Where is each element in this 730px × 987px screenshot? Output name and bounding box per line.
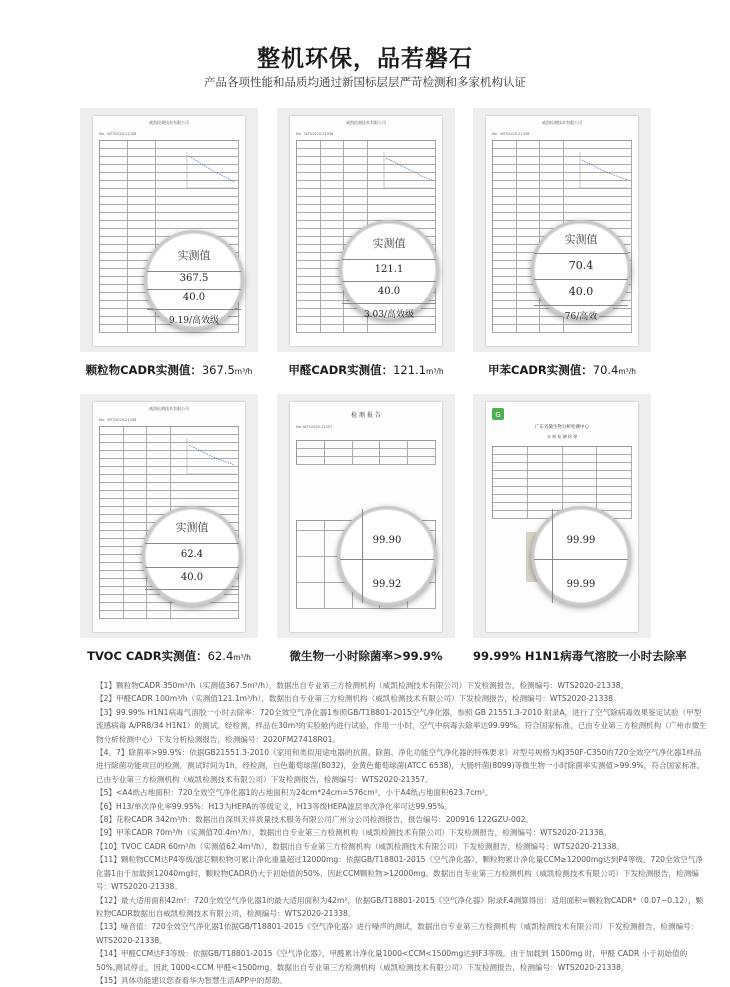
footnote: 【13】噪音值：720全效空气净化器1依据GB/T18801-2015《空气净化器》进行噪声的测试，数据出自专业第三方检测机构（威凯检测技术有限公司）下发检测报告，检测编号：WTS2020-21338。 [96,922,699,945]
caption-label: 微生物一小时除菌率>99.9% [289,649,443,663]
report-image [473,108,651,352]
caption [473,648,687,666]
footnote: 【11】颗粒物CCM达P4等级/滤芯颗粒物可累计净化重量超过12000mg：依据GB/T18801-2015《空气净化器》，颗粒物累计净化量CCM≥12000mg达到P4等级。720全效空气净化器1由于加载到12040mg时，颗粒物CADR仍大于初始值的50%，因此CCM颗粒物>12000mg。数据出自专业第三方检测机构（威凯检测技术有限公司）下发检测报告，检测编号：WTS2020-21338。 [96,855,703,892]
lab-logo-icon [492,408,504,420]
magnifier [531,506,631,606]
zoom-value: 99.90 [372,535,402,546]
report-title: 检 测 报 告 [351,412,381,419]
zoom-second: 99.92 [372,579,402,590]
footnote: 【3】99.99% H1N1病毒气溶胶一小时去除率：720全效空气净化器1参照GB/T18801-2015空气净化器，参照 GB 21551.3-2010 附录A，进行了空气除病毒效果鉴定试验（甲型流感病毒 A/PR8/34 H1N1）的测试。经检测，样品在30m³的实验舱内进行试验，作用一小时，空气中病毒去除率达99.99%。符合国家标准，已由专业第三方检测机构（广州市微生物分析检测中心）下发分析检测报告，检测编号：2020FM27418R01。 [96,707,707,744]
report-number: 分 析 检 测 结 果 [546,434,578,439]
caption-label: 颗粒物CADR实测值： [85,363,202,377]
magnifier [142,506,242,606]
zoom-value: 99.99 [566,535,596,546]
footnote: 【15】具体功能建议您查看华为智慧生活APP中的帮助。 [96,975,288,985]
report-image [80,394,258,638]
zoom-second: 40.0 [182,292,206,303]
caption-value: 70.4 [592,363,619,377]
footnote: 【14】甲醛CCM达F3等级：依据GB/T18801-2015《空气净化器》，甲醛累计净化量1000<CCM<1500mg达到F3等级。由于加载到 1500mg 时，甲醛 CADR 小于初始值的 50%,测试停止，因此 1000<CCM 甲醛<1500mg。数据出自专业第三方检测机构（威凯检测技术有限公司）下发检测报告，检测编号：WTS2020-21338。 [96,949,688,972]
caption-value: 367.5 [201,363,235,377]
report-number: No：WTS2020-21338 [296,132,334,136]
footnote: 【12】最大适用面积42m²：720全效空气净化器1的最大适用面积为42m²，依据GB/T18801-2015《空气净化器》附录F.4测算得出：适用面积=颗粒物CADR*（0.07~0.12），颗粒物CADR数据出自威凯检测技术有限公司，检测编号：WTS2020-21338。 [96,895,704,918]
zoom-second: 99.99 [566,579,596,590]
footnote: 【5】<A4纸占地面积：720全效空气净化器1的占地面积为24cm*24cm=576cm²，小于A4纸占地面积623.7cm²。 [96,788,493,798]
zoom-value: 62.4 [180,549,204,560]
footnote: 【1】颗粒物CADR 350m³/h（实测值367.5m³/h），数据出自专业第三方检测机构（威凯检测技术有限公司）下发检测报告，检测编号：WTS2020-21338。 [96,681,629,690]
report-image [80,108,258,352]
report-title: 威凯检测技术有限公司 [149,406,189,411]
caption-label: 99.99% H1N1病毒气溶胶一小时去除率 [473,649,687,663]
decay-chart [185,436,237,476]
certificate-card-toluene [473,108,651,380]
report-title: 威凯检测技术有限公司 [346,120,386,125]
caption-label: TVOC CADR实测值： [87,649,208,663]
report-number: No：WTS2020-21338 [492,132,530,136]
decay-chart [578,150,630,190]
caption [80,648,258,666]
zoom-note: 9.19/高效级 [168,316,220,326]
page-title: 整机环保，品若磐石 [257,46,473,72]
report-table [492,446,632,519]
zoom-second: 40.0 [377,286,401,297]
report-image [473,394,651,638]
footnote: 【8】花粉CADR 342m³/h：数据出自深圳天祥质量技术服务有限公司广州分公司检测报告，报告编号：200916 122GZU-002。 [96,815,534,825]
zoom-value: 70.4 [568,259,594,272]
zoom-note: 76/高效 [564,312,598,322]
caption-label: 甲醛CADR实测值： [288,363,394,377]
footnote: 【6】H13/单次净化率99.95%：H13为HEPA的等级定义，H13等级HEPA滤层单次净化率可达99.95%。 [96,801,453,811]
certificate-card-particulate [80,108,258,380]
report-number: No: WTS2020-21357 [296,425,333,429]
footnote: 【9】甲苯CADR 70m³/h（实测值70.4m³/h），数据出自专业第三方检测机构（威凯检测技术有限公司）下发检测报告，检测编号：WTS2020-21338。 [96,828,611,838]
caption [80,362,258,380]
report-number: No：WTS2020-21338 [99,418,137,422]
footnotes [96,679,708,987]
zoom-second: 40.0 [568,285,594,298]
caption [277,362,455,380]
report-image [277,394,455,638]
footnote: 【10】TVOC CADR 60m³/h（实测值62.4m³/h），数据出自专业第三方检测机构（威凯检测技术有限公司）下发检测报告，检测编号：WTS2020-21338。 [96,841,624,851]
report-table [296,440,436,465]
caption-unit: m³/h [234,367,253,376]
zoom-note: 3.03/高效级 [363,310,415,320]
caption-unit: m³/h [426,367,444,376]
certificate-card-bacteria [277,394,455,666]
zoom-second: 40.0 [180,572,204,583]
caption [473,362,651,380]
footnote: 【2】甲醛CADR 100m³/h（实测值121.1m³/h），数据出自专业第三方检测机构（威凯检测技术有限公司）下发检测报告，检测编号：WTS2020-21338。 [96,694,621,704]
report-number: No：WTS2020-21338 [99,132,137,136]
zoom-value: 121.1 [374,264,404,275]
caption-unit: m³/h [233,653,251,662]
certificate-card-virus [473,394,687,666]
zoom-label: 实测值 [372,237,406,250]
report-title: 威凯检测技术有限公司 [149,120,189,125]
caption-value: 121.1 [393,363,427,377]
report-image [277,108,455,352]
magnifier [337,506,437,606]
report-title: 威凯检测技术有限公司 [542,120,582,125]
certificate-grid [0,108,730,663]
certificate-card-formaldehyde [277,108,455,380]
caption [277,648,455,666]
decay-chart [382,150,434,190]
footnote: 【4、7】除菌率>99.9%：依据GB21551.3-2010《家用和类似用途电器的抗菌、除菌、净化功能空气净化器的特殊要求》对型号规格为KJ350F-C350的720全效空气净化器1样品进行除菌功能项目的检测，测试时间为1h。经检测，白色葡萄球菌(8032)，金黄色葡萄球菌(ATCC 6538)，大肠杆菌(8099)等微生物一小时除菌率实测值>99.9%，符合国家标准，已由专业第三方检测机构（威凯检测技术有限公司）下发检测报告，检测编号：WTS2020-21357。 [96,748,705,784]
caption-unit: m³/h [618,367,636,376]
caption-value: 62.4 [207,649,234,663]
zoom-label: 实测值 [564,233,598,246]
magnifier [531,220,631,320]
decay-chart [185,150,237,190]
svg-text:G: G [495,411,501,419]
magnifier [144,230,244,330]
certificate-card-tvoc [80,394,258,666]
zoom-label: 实测值 [177,249,211,262]
zoom-value: 367.5 [179,273,209,284]
report-title: 广东省微生物分析检测中心 [535,425,589,430]
magnifier [339,220,439,320]
zoom-label: 实测值 [175,521,209,534]
page-subtitle: 产品各项性能和品质均通过新国标层层严苛检测和多家机构认证 [204,75,526,89]
caption-label: 甲苯CADR实测值： [488,363,593,377]
